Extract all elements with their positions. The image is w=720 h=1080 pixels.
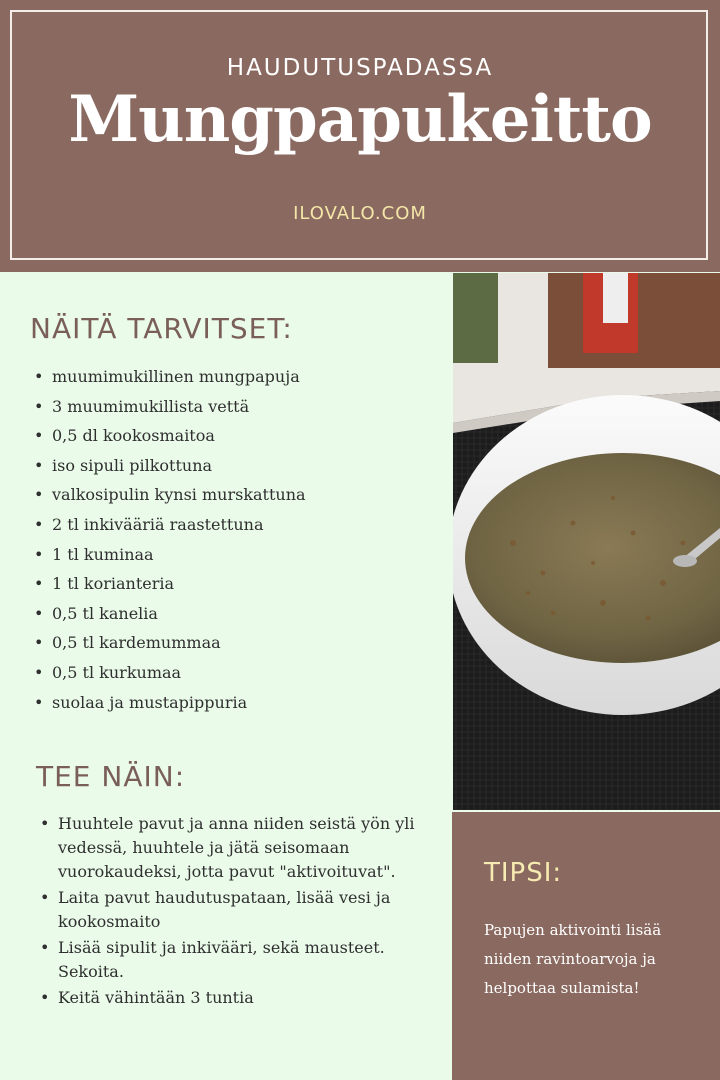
ingredient-item: • 1 tl kuminaa (28, 540, 438, 570)
ingredient-item: • 0,5 tl kanelia (28, 599, 438, 629)
ingredient-item: • 0,5 dl kookosmaitoa (28, 421, 438, 451)
ingredient-item: • valkosipulin kynsi murskattuna (28, 480, 438, 510)
step-item: • Lisää sipulit ja inkivääri, sekä mausteet. Sekoita. (36, 936, 426, 984)
step-item: • Laita pavut haudutuspataan, lisää vesi ja kookosmaito (36, 886, 426, 934)
tip-box (452, 812, 720, 1080)
ingredients-heading: NÄITÄ TARVITSET: (30, 312, 293, 345)
header-banner (0, 0, 720, 272)
step-item: • Keitä vähintään 3 tuntia (36, 986, 426, 1010)
ingredient-item: • 0,5 tl kurkumaa (28, 658, 438, 688)
ingredient-item: • muumimukillinen mungpapuja (28, 362, 438, 392)
steps-list (36, 812, 426, 1012)
ingredient-item: • 2 tl inkivääriä raastettuna (28, 510, 438, 540)
site-name: ILOVALO.COM (293, 203, 427, 224)
ingredient-item: • iso sipuli pilkottuna (28, 451, 438, 481)
tip-text: Papujen aktivointi lisää niiden ravintoarvoja ja helpottaa sulamista! (484, 921, 662, 997)
ingredient-item: • 0,5 tl kardemummaa (28, 628, 438, 658)
ingredient-item: • suolaa ja mustapippuria (28, 688, 438, 718)
step-item: • Huuhtele pavut ja anna niiden seistä yön yli vedessä, huuhtele ja jätä seisomaan vuorokaudeksi, jotta pavut "aktivoituvat". (36, 812, 426, 884)
steps-heading: TEE NÄIN: (36, 760, 186, 793)
soup-photo (453, 273, 720, 810)
recipe-title: Mungpapukeitto (68, 82, 652, 157)
ingredients-list (28, 362, 438, 717)
soup-bowl-illustration (453, 273, 720, 810)
ingredient-item: • 1 tl korianteria (28, 569, 438, 599)
recipe-kicker: HAUDUTUSPADASSA (226, 55, 494, 81)
ingredient-item: • 3 muumimukillista vettä (28, 392, 438, 422)
tip-heading: TIPSI: (484, 858, 563, 888)
